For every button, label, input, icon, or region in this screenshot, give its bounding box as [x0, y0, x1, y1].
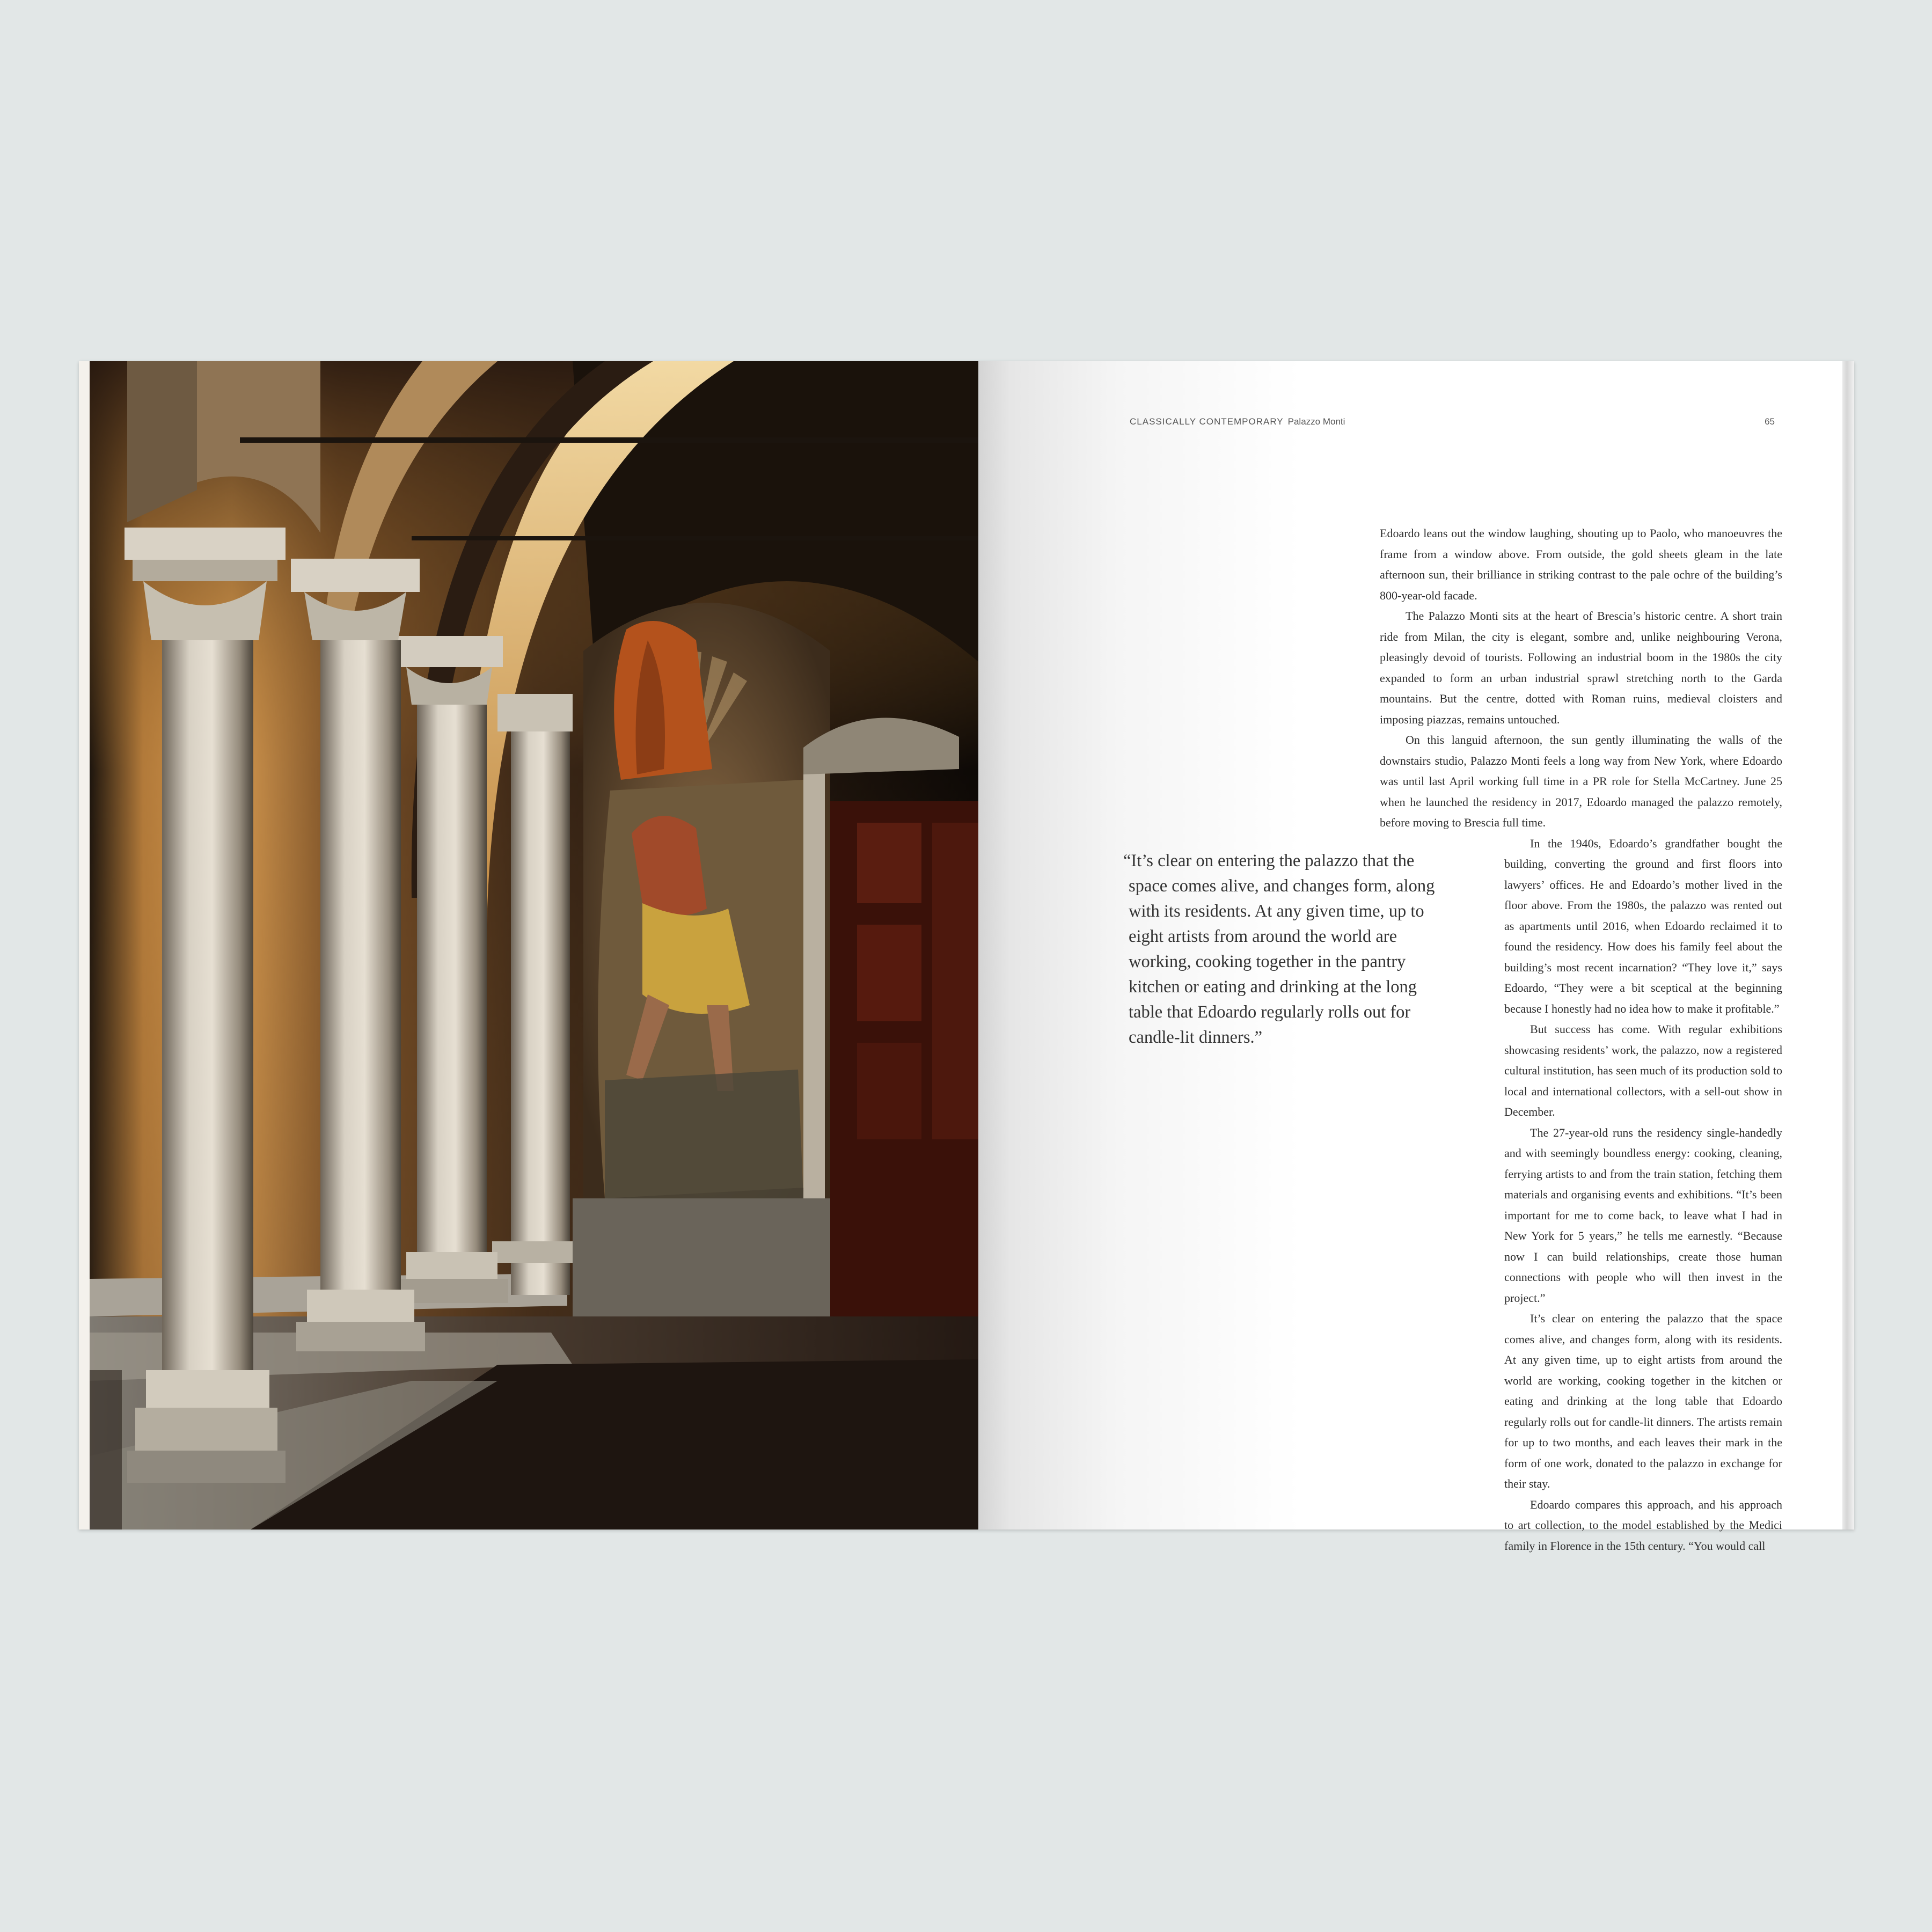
body-paragraph: The Palazzo Monti sits at the heart of Brescia’s historic centre. A short train ride from Milan, the city is elegant, sombre and, unlike neighbouring Verona, pleasingly devoid of tourists. Following an industrial boom in the 1980s the city expanded to form an urban industrial sprawl stretching north to the Garda mountains. But the centre, dotted with Roman ruins, medieval cloisters and imposing piazzas, remains untouched. [1380, 609, 1782, 726]
body-paragraph: Edoardo compares this approach, and his approach to art collection, to the model established by the Medici family in Florence in the 15th century. “You would call [1504, 1497, 1782, 1553]
body-paragraph: On this languid afternoon, the sun gently illuminating the walls of the downstairs studio, Palazzo Monti feels a long way from New York, where Edoardo was until last April working full time in a PR role for Stella McCartney. June 25 when he launched the residency in 2017, Edoardo managed the palazzo remotely, before moving to Brescia full time. [1380, 733, 1782, 829]
section-title: CLASSICALLY CONTEMPORARY [1130, 416, 1284, 427]
pull-quote: “It’s clear on entering the palazzo that the space comes alive, and changes form, along with its residents. At any given time, up to eight artists from around the world are working, cooking together in the pantry kitchen or eating and drinking at the long table that Edoardo regularly rolls out for candle-lit dinners.” [1123, 851, 1435, 1047]
body-paragraph: It’s clear on entering the palazzo that the space comes alive, and changes form, along with its residents. At any given time, up to eight artists from around the world are working, cooking together in the kitchen or eating and drinking at the long table that Edoardo regularly rolls out for candle-lit dinners. The artists remain for up to two months, and each leaves their mark in the form of one work, donated to the palazzo in exchange for their stay. [1504, 1312, 1782, 1490]
left-page [79, 361, 978, 1529]
article-body [1380, 523, 1782, 1556]
running-head [1130, 416, 1345, 427]
body-paragraph: The 27-year-old runs the residency single-handedly and with seemingly boundless energy: cooking, cleaning, ferrying artists to and from the train station, fetching them materials and organising events and exhibitions. “It’s been important for me to come back, to leave what I had in New York for 5 years,” he tells me earnestly. “Because now I can build relationships, create those human connections with people who will then invest in the project.” [1504, 1125, 1782, 1305]
page-edge [1842, 361, 1854, 1529]
right-page [978, 361, 1854, 1553]
body-paragraph: Edoardo leans out the window laughing, shouting up to Paolo, who manoeuvres the frame from a window above. From outside, the gold sheets gleam in the late afternoon sun, their brilliance in striking contrast to the pale ochre of the building’s 800-year-old facade. [1380, 526, 1782, 602]
cloister-photo [90, 361, 978, 1529]
magazine-spread [79, 361, 1854, 1553]
body-paragraph: But success has come. With regular exhibitions showcasing residents’ work, the palazzo, now a registered cultural institution, has seen much of its production sold to local and international collectors, with a sell-out show in December. [1504, 1022, 1782, 1118]
body-paragraph: In the 1940s, Edoardo’s grandfather bought the building, converting the ground and first floors into lawyers’ offices. He and Edoardo’s mother lived in the floor above. From the 1980s, the palazzo was rented out as apartments until 2016, when Edoardo reclaimed it to found the residency. How does his family feel about the building’s most recent incarnation? “They love it,” says Edoardo, “They were a bit sceptical at the beginning because I honestly had no idea how to make it profitable.” [1504, 836, 1782, 1015]
page-number: 65 [1765, 416, 1775, 427]
article-topic: Palazzo Monti [1287, 416, 1345, 427]
